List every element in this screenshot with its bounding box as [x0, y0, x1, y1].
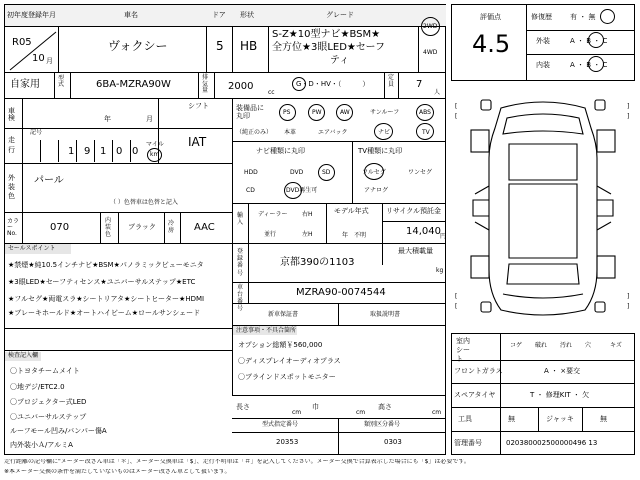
car-name: ヴォクシー — [108, 39, 168, 53]
footer-line-1: 走行距離の記号欄に"メーター改ざん車は「＊」、メーター交換車は「$」、走行不明車は「＃」を記入してください。メーター交換で合算表示した場合にも「$」は必要です。 — [4, 459, 470, 465]
inspection-month-unit: 月 — [146, 115, 153, 123]
glass: A ・ ×要交 — [544, 367, 581, 375]
equip-sunroof: サンルーフ — [370, 109, 400, 116]
svg-text:]: ] — [627, 113, 630, 120]
cert-label-1: 型式指定番号 — [262, 421, 299, 428]
kg-unit: kg — [436, 267, 444, 274]
inspection-year-unit: 年 — [104, 115, 111, 123]
model-code: 6BA-MZRA90W — [96, 79, 171, 90]
interior-label: 内装 — [536, 61, 550, 69]
equip-leather: 本革 — [284, 129, 297, 136]
parallel: 並行 — [264, 231, 277, 238]
interior-color-label: 内装色 — [105, 217, 112, 239]
mile-unit: マイル — [146, 141, 164, 148]
cert-value-2: 0303 — [384, 438, 402, 446]
mileage-label: 走行 — [8, 136, 15, 154]
sales-line-1: ★禁煙★純10.5インチナビ★BSM★パノラミックビューモニタ — [8, 261, 204, 269]
equip-navi: ナビ — [378, 129, 391, 136]
score-label: 評価点 — [480, 13, 501, 21]
exterior-abc: A ・ B ・ C — [570, 37, 608, 45]
mileage-sign-label: 記号 — [30, 129, 43, 136]
shape-label: 形状 — [240, 11, 254, 19]
car-name-label: 車名 — [124, 11, 138, 19]
doors: 5 — [216, 39, 224, 53]
mileage-digit: 1 — [68, 146, 75, 157]
detail-line-5: ルーフモール凹み/バンパー傷A — [10, 427, 107, 435]
detail-line-3: 〇プロジェクター式LED — [10, 398, 87, 406]
month-unit: 月 — [46, 57, 53, 65]
grade-line-1: S-Z★10型ナビ★BSM★ — [272, 29, 381, 40]
nav-dvd: DVD — [290, 169, 304, 176]
manual: 取扱説明書 — [370, 311, 401, 318]
notes-title: 注意事項・不具合箇所 — [236, 327, 297, 334]
nav-hdd: HDD — [244, 169, 258, 176]
km-unit: km — [150, 151, 160, 158]
displacement: 2000 — [228, 81, 254, 92]
tools: 無 — [508, 415, 515, 423]
capacity: 7 — [416, 79, 423, 90]
notes-line-2: 〇ディスプレイオーディオプラス — [238, 357, 341, 365]
nav-title: ナビ種類に丸印 — [256, 147, 305, 155]
tire-label: スペアタイヤ — [454, 391, 496, 399]
tv-title: TV種類に丸印 — [358, 147, 403, 155]
repair-none-circle — [600, 9, 615, 24]
reg-no-label: 登録番号 — [237, 248, 244, 277]
sales-title: セールスポイント — [8, 245, 56, 252]
drive-4wd: 4WD — [423, 49, 438, 56]
new-warranty: 新車保証書 — [268, 311, 299, 318]
nav-sd: SD — [322, 169, 331, 176]
mileage-digit: 1 — [100, 146, 107, 157]
cert-value-1: 20353 — [276, 438, 299, 446]
mileage-digit: 0 — [116, 146, 123, 157]
mileage-digit: 0 — [132, 146, 139, 157]
person-unit: 人 — [434, 89, 441, 96]
first-reg-label: 初年度登録年月 — [7, 11, 56, 19]
tire: T ・ 修理KIT ・ 欠 — [530, 391, 590, 399]
drive-2wd: 2WD — [423, 23, 438, 30]
footer-line-2: ※本メーター交換の条件を満たしていないものはメーター改ざん車として扱います。 — [4, 469, 231, 475]
door-label: ドア — [212, 11, 226, 19]
height-cm: cm — [432, 409, 442, 416]
tv-fullseg: フルセグ — [362, 169, 386, 176]
glass-label: フロントガラス — [454, 367, 503, 375]
color-label: 外装色 — [8, 174, 15, 201]
interior-seat-option: コゲ — [510, 342, 523, 349]
max-load-label: 最大積載量 — [398, 247, 433, 255]
ac-label: 冷房 — [168, 220, 175, 235]
car-diagram — [451, 88, 635, 328]
color-note: （ ）色替車は色替と記入 — [110, 199, 178, 206]
color-no-label: カラーNo. — [7, 218, 20, 237]
score: 4.5 — [472, 30, 511, 58]
tv-oneseg: ワンセグ — [408, 169, 433, 176]
interior-seat-option: 穴 — [585, 342, 592, 349]
equip-airbag: エアバック — [318, 129, 348, 136]
right-handle: 右H — [302, 211, 313, 218]
reg-year: R05 — [12, 37, 32, 48]
svg-text:]: ] — [627, 103, 630, 110]
svg-text:[: [ — [455, 293, 458, 300]
mgmt-number: 020380002500000496 13 — [506, 439, 598, 447]
left-handle: 左H — [302, 231, 313, 238]
nav-cd: CD — [246, 187, 255, 194]
interior-seat-option: 破れ — [535, 342, 548, 349]
type-label: 型式 — [58, 75, 65, 88]
detail-title: 検査記入欄 — [8, 352, 39, 359]
grade-label: グレード — [326, 11, 354, 19]
notes-line-3: 〇ブラインドスポットモニター — [238, 373, 336, 381]
cert-label-2: 類別区分番号 — [364, 421, 401, 428]
chassis: MZRA90-0074544 — [296, 287, 386, 298]
detail-line-2: 〇地デジ/ETC2.0 — [10, 383, 65, 391]
use: 自家用 — [10, 79, 40, 90]
plate: 京都390の1103 — [280, 257, 355, 268]
length-label: 長さ — [236, 403, 250, 411]
inspection-label: 車検 — [8, 107, 15, 122]
svg-text:[: [ — [455, 103, 458, 110]
svg-text:[: [ — [455, 303, 458, 310]
chassis-label: 車台番号 — [237, 284, 244, 312]
detail-line-6: 内外装小Ａ/アルミA — [10, 441, 73, 449]
interior-seat-option: キズ — [610, 342, 622, 349]
width-label: 巾 — [312, 403, 319, 411]
svg-text:]: ] — [627, 303, 630, 310]
sales-line-2: ★3眼LED★セーフティセンス★ユニバーサルステップ★ETC — [8, 278, 196, 286]
svg-text:]: ] — [627, 293, 630, 300]
shape: HB — [240, 39, 258, 53]
import-label: 輸入 — [237, 212, 244, 227]
detail-line-4: 〇ユニバーサルステップ — [10, 413, 87, 421]
repair-label: 修復歴 — [531, 13, 552, 21]
reg-month: 10 — [32, 53, 45, 64]
dealer: ディーラー — [258, 211, 288, 218]
interior-b-circle — [588, 56, 604, 72]
length-cm: cm — [292, 409, 302, 416]
sales-line-4: ★ブレーキホールド★オートハイビーム★ロールサンシェード — [8, 309, 201, 317]
equip-tv: TV — [422, 129, 430, 136]
jack-label: ジャッキ — [546, 415, 574, 423]
exterior-label: 外装 — [536, 37, 550, 45]
tv-analog: アナログ — [364, 187, 389, 194]
yen-unit: 円 — [440, 233, 447, 240]
interior-seat-option: 汚れ — [560, 342, 573, 349]
grade-line-3: ティ — [330, 55, 350, 66]
interior-abc: A ・ B ・ C — [570, 61, 608, 69]
notes-line-1: オプション総額￥560,000 — [238, 341, 323, 349]
interior-seat-label: 室内シート — [456, 337, 470, 364]
equip-ps: PS — [283, 109, 291, 116]
detail-line-1: 〇トヨタチームメイト — [10, 367, 80, 375]
fuel-options: G・D・HV・（ ） — [296, 80, 370, 88]
equip-title: 装備品に丸印 — [236, 104, 264, 121]
tools-label: 工具 — [458, 415, 472, 423]
grade-line-2: 全方位★3眼LED★セーフ — [272, 42, 385, 53]
nav-dvd-play: DVD再生可 — [286, 187, 318, 194]
repair-options: 有 ・ 無 — [570, 13, 596, 21]
recycle: 14,040 — [406, 226, 441, 237]
svg-text:[: [ — [455, 113, 458, 120]
interior-color: ブラック — [128, 223, 156, 231]
date-slash — [6, 28, 58, 72]
ac: AAC — [194, 222, 215, 233]
mgmt-label: 管理番号 — [454, 439, 482, 447]
recycle-label: リサイクル預託金 — [386, 207, 442, 215]
equip-abs: ABS — [419, 109, 431, 116]
model-year-unknown: 年 不明 — [342, 232, 367, 239]
jack: 無 — [600, 415, 607, 423]
shift: IAT — [188, 135, 207, 149]
sales-line-3: ★フルセグ★両電スラ★シートリアタ★シートヒーター★HDMI — [8, 295, 205, 303]
width-cm: cm — [356, 409, 366, 416]
cc-unit: cc — [268, 89, 275, 96]
capacity-label: 定員 — [388, 74, 395, 88]
displacement-label: 排気量 — [202, 74, 209, 95]
height-label: 高さ — [378, 403, 392, 411]
equip-pw: PW — [312, 109, 322, 116]
exterior-b-circle — [588, 32, 604, 48]
shift-label: シフト — [188, 102, 209, 110]
equip-aw: AW — [340, 109, 350, 116]
mileage-digit: 9 — [84, 146, 91, 157]
model-year-label: モデル年式 — [334, 207, 369, 215]
exterior-color: パール — [34, 175, 64, 186]
equip-sub: （純正のみ） — [236, 129, 273, 136]
color-no: 070 — [50, 222, 70, 233]
